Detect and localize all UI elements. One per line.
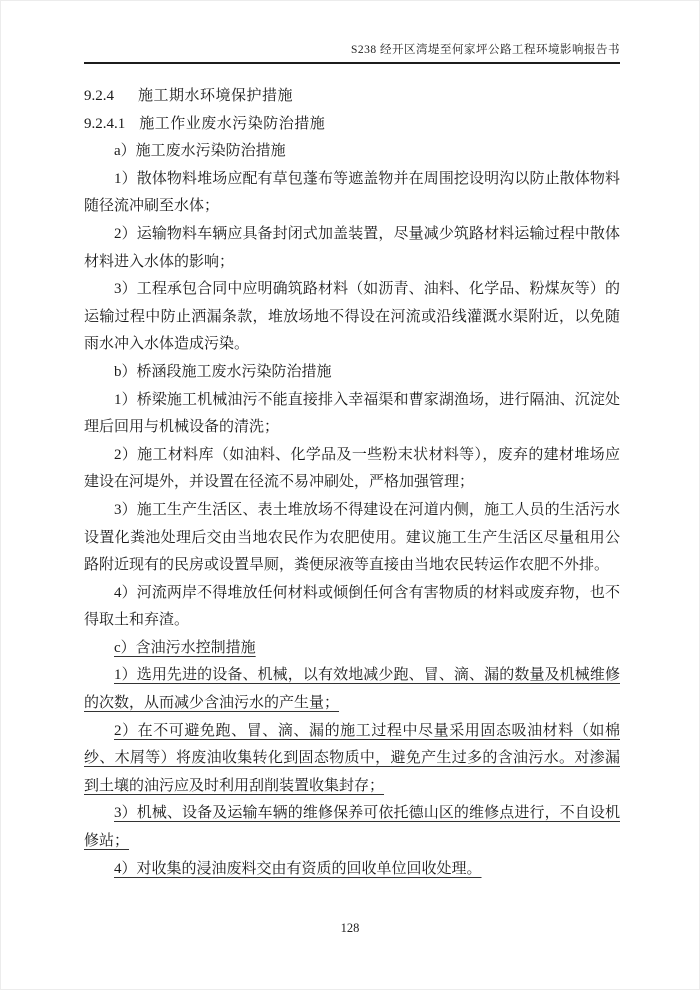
list-item: 2）施工材料库（如油料、化学品及一些粉末状材料等），废弃的建材堆场应建设在河堤外，并设置在径流不易冲刷处，严格加强管理；: [84, 446, 620, 491]
section-heading: [84, 111, 620, 139]
list-label: b）桥涵段施工废水污染防治措施: [114, 363, 332, 380]
list-label: a）施工废水污染防治措施: [114, 143, 286, 160]
page-number: 128: [340, 921, 360, 935]
section-number: 9.2.4.1: [84, 115, 126, 132]
section-title: 施工期水环境保护措施: [138, 88, 294, 104]
list-item: 2）运输物料车辆应具备封闭式加盖装置，尽量减少筑路材料运输过程中散体材料进入水体的影响；: [84, 225, 620, 270]
document-body: [84, 83, 620, 883]
list-item: 1）桥梁施工机械油污不能直接排入幸福渠和曹家湖渔场，进行隔油、沉淀处理后回用与机械设备的清洗；: [84, 391, 620, 436]
header-rule: [84, 62, 620, 64]
list-item: 3）施工生产生活区、表土堆放场不得建设在河道内侧，施工人员的生活污水设置化粪池处理后交由当地农民作为农肥使用。建议施工生产生活区尽量租用公路附近现有的民房或设置旱厕，粪便尿液等直接由当地农民转运作农肥不外排。: [84, 501, 620, 574]
page-header-title: S238 经开区湾堤至何家坪公路工程环境影响报告书: [350, 44, 620, 56]
list-item: 4）河流两岸不得堆放任何材料或倾倒任何含有害物质的材料或废弃物，也不得取土和弃渣。: [84, 584, 620, 629]
list-item: 3）工程承包合同中应明确筑路材料（如沥青、油料、化学品、粉煤灰等）的运输过程中防止洒漏条款，堆放场地不得设在河流或沿线灌溉水渠附近，以免随雨水冲入水体造成污染。: [84, 281, 620, 353]
list-item: 3）机械、设备及运输车辆的维修保养可依托德山区的维修点进行，不自设机修站；: [84, 805, 620, 850]
list-item: 1）散体物料堆场应配有草包蓬布等遮盖物并在周围挖设明沟以防止散体物料随径流冲刷至水体；: [84, 170, 620, 215]
section-title: 施工作业废水污染防治措施: [139, 115, 326, 132]
list-item: 4）对收集的浸油废料交由有资质的回收单位回收处理。: [114, 860, 482, 877]
list-label: c）含油污水控制措施: [114, 639, 256, 656]
section-number: 9.2.4: [84, 88, 114, 104]
section-heading: [84, 83, 620, 111]
list-item: 1）选用先进的设备、机械，以有效地减少跑、冒、滴、漏的数量及机械维修的次数，从而减少含油污水的产生量；: [84, 667, 620, 712]
list-item: 2）在不可避免跑、冒、滴、漏的施工过程中尽量采用固态吸油材料（如棉纱、木屑等）将废油收集转化到固态物质中，避免产生过多的含油污水。对渗漏到土壤的油污应及时利用刮削装置收集封存；: [84, 722, 620, 794]
